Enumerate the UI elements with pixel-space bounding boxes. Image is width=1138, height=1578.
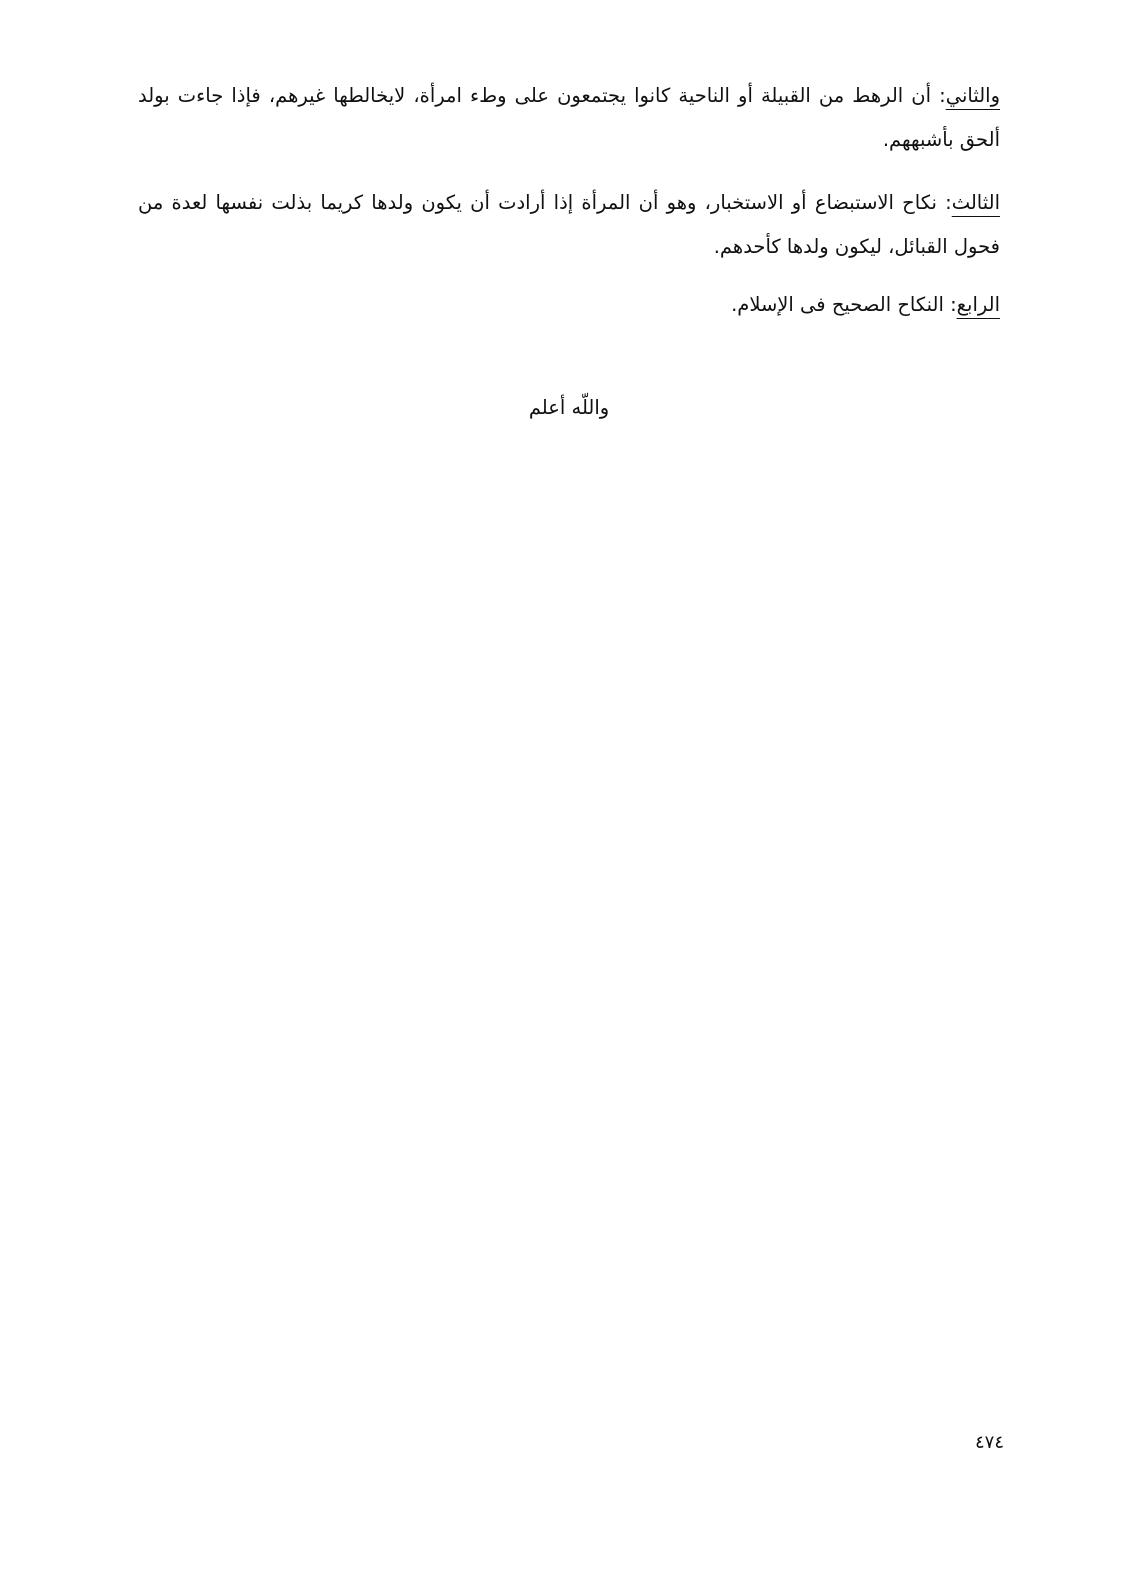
paragraph-label: الرابع (956, 293, 1000, 316)
page-number: ٤٧٤ (974, 1432, 1004, 1453)
paragraph-text: : النكاح الصحيح فى الإسلام. (731, 293, 957, 316)
paragraph-label: الثالث (951, 191, 1000, 214)
paragraph-label: والثاني (945, 84, 1000, 107)
closing-phrase: واللّه أعلم (528, 396, 610, 419)
paragraph-text: : أن الرهط من القبيلة أو الناحية كانوا يجتمعون على وطء امرأة، لايخالطها غيرهم، فإذا جاءت بولد ألحق بأشبههم. (138, 84, 1000, 151)
paragraph-third (138, 181, 1000, 269)
paragraph-fourth (138, 283, 1000, 327)
paragraph-text: : نكاح الاستبضاع أو الاستخبار، وهو أن المرأة إذا أرادت أن يكون ولدها كريما بذلت نفسها لعدة من فحول القبائل، ليكون ولدها كأحدهم. (138, 191, 1000, 258)
paragraph-second (138, 74, 1000, 162)
